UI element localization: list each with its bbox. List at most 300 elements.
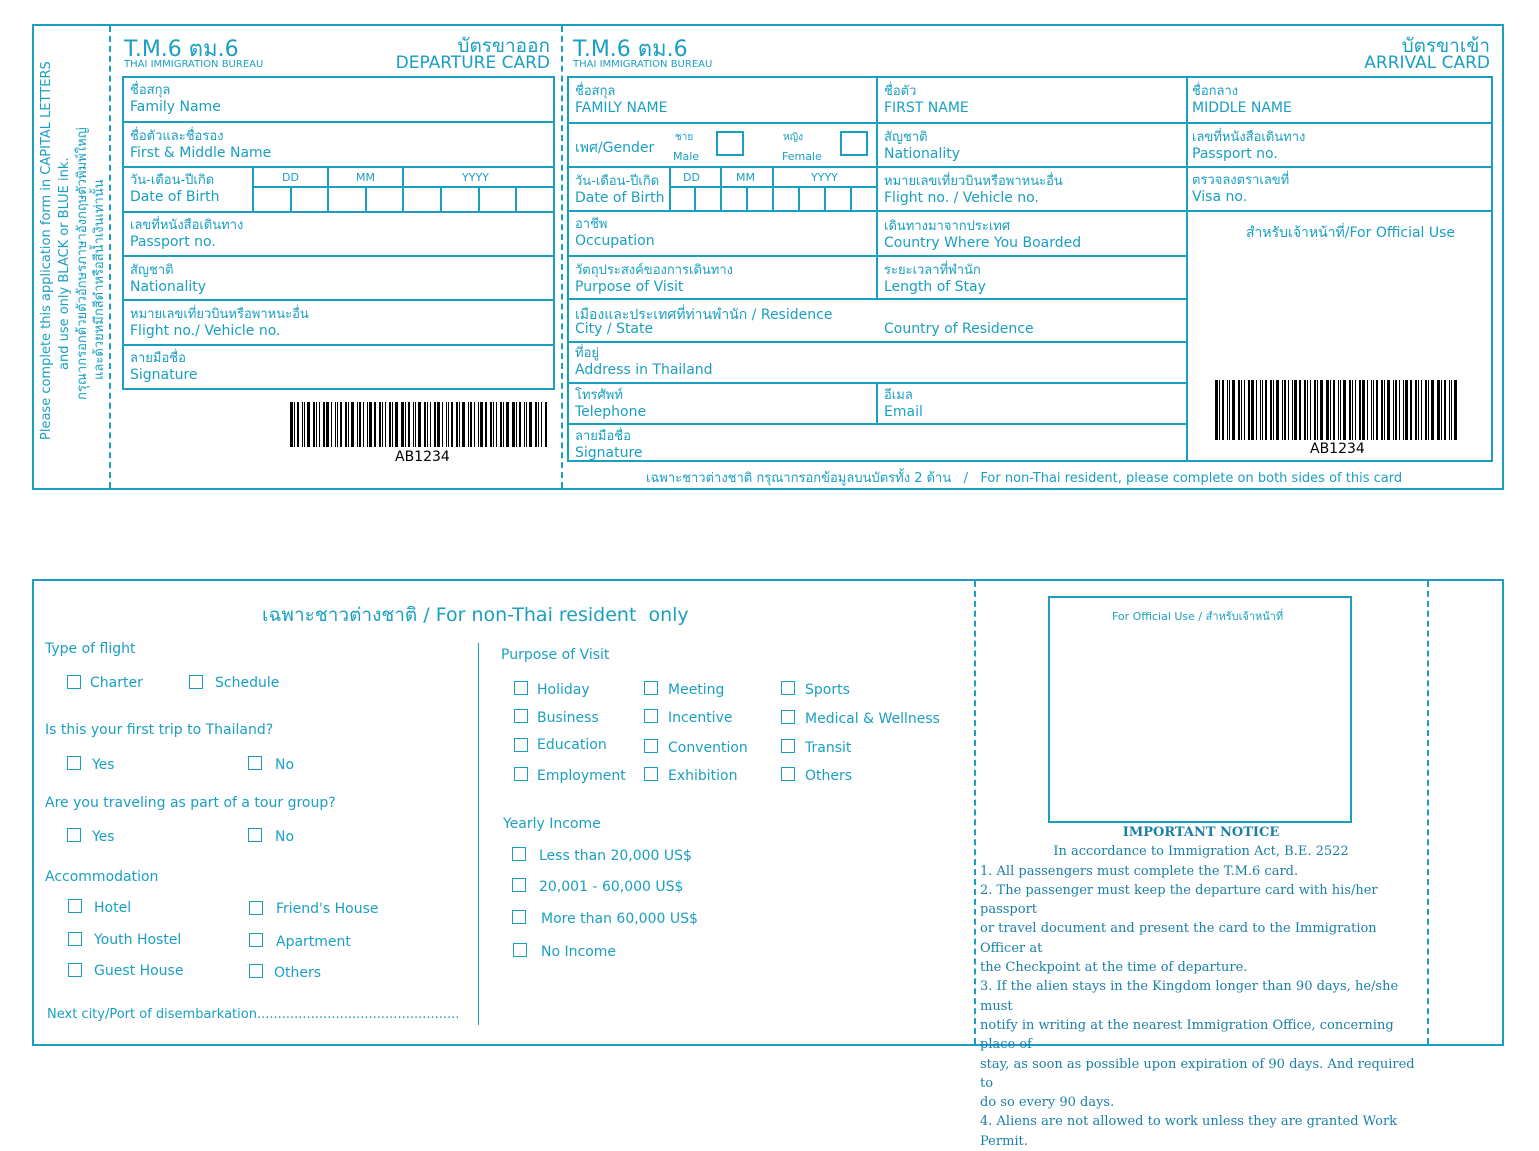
hotel-checkbox[interactable] — [68, 899, 82, 913]
youth-hostel-label: Youth Hostel — [94, 932, 182, 948]
side-instruction-2 — [56, 157, 73, 370]
arr-visa-th: ตรวจลงตราเลขที่ — [1192, 173, 1290, 188]
arr-line-2 — [567, 166, 1493, 168]
arrival-barcode — [1215, 380, 1460, 440]
barcode-bar — [430, 402, 431, 447]
convention-checkbox[interactable] — [644, 739, 658, 753]
schedule-label: Schedule — [215, 675, 280, 691]
arr-boarded[interactable] — [884, 218, 1081, 252]
arr-dob-div — [669, 166, 671, 210]
barcode-bar — [424, 402, 426, 447]
arr-email[interactable] — [884, 387, 923, 421]
dep-signature-en: Signature — [130, 367, 198, 383]
side-th-2: และด้วยหมึกสีดำหรือสีน้ำเงินเท่านั้น — [92, 179, 107, 380]
employment-checkbox[interactable] — [514, 767, 528, 781]
barcode-bar — [442, 402, 443, 447]
barcode-bar — [1241, 380, 1242, 440]
barcode-bar — [337, 402, 338, 447]
departure-bureau: THAI IMMIGRATION BUREAU — [124, 59, 264, 70]
dep-line-5 — [122, 299, 555, 301]
notice-line-3: or travel document and present the card to the Immigration Officer at — [980, 921, 1377, 956]
arr-first-en: FIRST NAME — [884, 100, 969, 116]
arr-col-2 — [1186, 76, 1188, 462]
barcode-bar — [1227, 380, 1228, 440]
arr-official-use: สำหรับเจ้าหน้าที่/For Official Use — [1246, 225, 1456, 241]
back-perforation-2 — [1427, 581, 1429, 1044]
dep-dob-g1 — [290, 186, 292, 211]
barcode-bar — [1310, 380, 1311, 440]
arr-country-residence[interactable]: Country of Residence — [884, 321, 1034, 337]
barcode-bar — [307, 402, 310, 447]
barcode-bar — [418, 402, 421, 447]
barcode-bar — [1437, 380, 1440, 440]
barcode-bar — [427, 402, 428, 447]
meeting-checkbox[interactable] — [644, 681, 658, 695]
arr-dob-g7 — [850, 186, 852, 210]
barcode-bar — [451, 402, 453, 447]
barcode-bar — [448, 402, 449, 447]
dep-line-4 — [122, 255, 555, 257]
purpose-others-label: Others — [805, 768, 853, 784]
arr-purpose[interactable] — [575, 262, 733, 296]
arrival-barcode-number: AB1234 — [1310, 441, 1365, 457]
business-label: Business — [537, 710, 599, 726]
arr-first-th: ชื่อตัว — [884, 84, 917, 99]
barcode-bar — [1238, 380, 1240, 440]
arr-passport-en: Passport no. — [1192, 146, 1278, 162]
barcode-bar — [1304, 380, 1306, 440]
arr-residence: เมืองและประเทศที่ท่านพำนัก / Residence — [575, 307, 833, 323]
barcode-bar — [1362, 380, 1365, 440]
accom-others-label: Others — [274, 965, 322, 981]
barcode-bar — [1248, 380, 1250, 440]
dep-dob-yyyy: YYYY — [462, 171, 489, 184]
barcode-bar — [374, 402, 376, 447]
barcode-bar — [1393, 380, 1394, 440]
dep-passport-th: เลขที่หนังสือเดินทาง — [130, 218, 244, 233]
barcode-bar — [1441, 380, 1442, 440]
notice-line-1: 1. All passengers must complete the T.M.6 card. — [980, 863, 1299, 879]
dep-dob-mm: MM — [356, 171, 375, 184]
barcode-bar — [490, 402, 492, 447]
barcode-bar — [304, 402, 305, 447]
barcode-bar — [535, 402, 537, 447]
notice-line-7: stay, as soon as possible upon expiration of 90 days. And required to — [980, 1056, 1415, 1091]
income-20k-60k-checkbox[interactable] — [512, 878, 526, 892]
barcode-bar — [1431, 380, 1434, 440]
next-city-field[interactable]: Next city/Port of disembarkation................................................. — [47, 1007, 460, 1022]
arr-stay-en: Length of Stay — [884, 279, 986, 295]
barcode-bar — [1359, 380, 1361, 440]
arr-purpose-th: วัตถุประสงค์ของการเดินทาง — [575, 263, 733, 278]
barcode-bar — [459, 402, 460, 447]
barcode-bar — [1282, 380, 1283, 440]
arr-occupation-th: อาชีพ — [575, 217, 608, 232]
holiday-checkbox[interactable] — [514, 681, 528, 695]
barcode-bar — [1244, 380, 1245, 440]
dep-dob — [130, 172, 219, 206]
arr-telephone-en: Telephone — [575, 404, 647, 420]
side-instruction-th1 — [74, 127, 91, 400]
arr-passport[interactable] — [1192, 129, 1305, 163]
arr-dob-dd: DD — [683, 171, 700, 184]
side-en-2: and use only BLACK or BLUE ink. — [57, 157, 72, 370]
income-20k-60k-label: 20,001 - 60,000 US$ — [539, 879, 684, 895]
barcode-bar — [351, 402, 354, 447]
guest-house-label: Guest House — [94, 963, 184, 979]
income-less-20k-label: Less than 20,000 US$ — [539, 848, 692, 864]
barcode-bar — [1251, 380, 1254, 440]
barcode-bar — [316, 402, 317, 447]
purpose-of-visit-label: Purpose of Visit — [501, 647, 610, 663]
barcode-bar — [470, 402, 472, 447]
no-income-label: No Income — [541, 944, 617, 960]
notice-title: IMPORTANT NOTICE — [1122, 825, 1280, 840]
barcode-bar — [1326, 380, 1329, 440]
dep-family-name[interactable] — [130, 82, 221, 116]
barcode-bar — [456, 402, 458, 447]
departure-code: T.M.6 ตม.6 — [124, 37, 239, 62]
arr-dob-th: วัน-เดือน-ปีเกิด — [575, 174, 660, 189]
arr-signature-th: ลายมือชื่อ — [575, 429, 631, 444]
dep-line-3 — [122, 211, 555, 213]
guest-house-checkbox[interactable] — [68, 963, 82, 977]
arr-telephone-th: โทรศัพท์ — [575, 388, 623, 403]
arr-nationality[interactable] — [884, 129, 960, 163]
dep-nationality-en: Nationality — [130, 279, 207, 295]
barcode-bar — [538, 402, 539, 447]
arr-male-checkbox[interactable] — [716, 131, 744, 156]
tour-no-label: No — [275, 829, 295, 845]
arr-male-th: ชาย — [675, 132, 694, 143]
arr-line-5 — [567, 298, 1187, 300]
barcode-bar — [1270, 380, 1272, 440]
first-trip-yes-label: Yes — [92, 757, 115, 773]
schedule-checkbox[interactable] — [189, 675, 203, 689]
departure-card-th: บัตรขาออก — [457, 35, 550, 57]
arr-email-th: อีเมล — [884, 388, 913, 403]
arr-boarded-en: Country Where You Boarded — [884, 235, 1082, 251]
barcode-bar — [1307, 380, 1308, 440]
dep-dob-g6 — [478, 186, 480, 211]
convention-label: Convention — [668, 740, 748, 756]
tour-no-checkbox[interactable] — [248, 828, 262, 842]
dep-passport-en: Passport no. — [130, 234, 216, 250]
arr-family-name[interactable] — [575, 83, 667, 117]
barcode-bar — [401, 402, 404, 447]
notice-subtitle: In accordance to Immigration Act, B.E. 2522 — [1053, 844, 1349, 860]
barcode-bar — [302, 402, 303, 447]
dep-nationality-th: สัญชาติ — [130, 263, 174, 278]
friends-house-checkbox[interactable] — [249, 901, 263, 915]
dep-dob-g4 — [402, 166, 404, 211]
charter-checkbox[interactable] — [67, 675, 81, 689]
barcode-bar — [1292, 380, 1293, 440]
barcode-bar — [319, 402, 320, 447]
medical-label: Medical & Wellness — [805, 711, 940, 727]
barcode-bar — [529, 402, 532, 447]
front-perforation-mid — [561, 26, 563, 488]
barcode-bar — [1294, 380, 1297, 440]
barcode-bar — [516, 402, 517, 447]
arr-family-en: FAMILY NAME — [575, 100, 668, 116]
barcode-bar — [392, 402, 393, 447]
arr-occupation-en: Occupation — [575, 233, 655, 249]
dep-passport[interactable] — [130, 217, 243, 251]
arr-gender-label: เพศ/Gender — [575, 140, 655, 156]
dep-flight-th: หมายเลขเที่ยวบินหรือพาหนะอื่น — [130, 307, 309, 322]
notice-line-2: 2. The passenger must keep the departure card with his/her passport — [980, 882, 1378, 918]
incentive-label: Incentive — [668, 710, 733, 726]
barcode-bar — [359, 402, 361, 447]
barcode-bar — [541, 402, 542, 447]
no-income-checkbox[interactable] — [513, 943, 527, 957]
barcode-bar — [1340, 380, 1341, 440]
barcode-bar — [1444, 380, 1446, 440]
barcode-bar — [1421, 380, 1422, 440]
arr-address-en: Address in Thailand — [575, 362, 713, 378]
arr-address-th: ที่อยู่ — [575, 346, 599, 361]
departure-barcode — [290, 402, 552, 447]
income-less-20k-checkbox[interactable] — [512, 847, 526, 861]
tour-yes-label: Yes — [92, 829, 115, 845]
barcode-bar — [1425, 380, 1427, 440]
dep-first-en: First & Middle Name — [130, 145, 272, 161]
education-label: Education — [537, 737, 607, 753]
barcode-bar — [1454, 380, 1457, 440]
arr-visa[interactable] — [1192, 172, 1289, 206]
barcode-bar — [524, 402, 525, 447]
barcode-bar — [1373, 380, 1374, 440]
notice-line-6: notify in writing at the nearest Immigration Office, concerning place of — [980, 1017, 1394, 1053]
barcode-bar — [385, 402, 386, 447]
dep-signature[interactable] — [130, 350, 198, 384]
barcode-bar — [1288, 380, 1289, 440]
barcode-bar — [395, 402, 398, 447]
notice-line-5: 3. If the alien stays in the Kingdom longer than 90 days, he/she must — [980, 979, 1399, 1014]
income-more-60k-label: More than 60,000 US$ — [541, 911, 698, 927]
arr-signature[interactable] — [575, 428, 643, 462]
barcode-bar — [1355, 380, 1356, 440]
arr-dob-g5 — [798, 186, 800, 210]
barcode-bar — [503, 402, 504, 447]
barcode-bar — [500, 402, 502, 447]
barcode-bar — [1367, 380, 1368, 440]
back-title: เฉพาะชาวต่างชาติ / For non-Thai resident only — [262, 604, 689, 626]
arr-email-en: Email — [884, 404, 923, 420]
dep-family-en: Family Name — [130, 99, 221, 115]
yearly-income-label: Yearly Income — [503, 816, 601, 832]
notice-line-9: 4. Aliens are not allowed to work unless they are granted Work Permit. — [980, 1114, 1398, 1149]
barcode-bar — [1333, 380, 1335, 440]
arrival-card-th: บัตรขาเข้า — [1401, 35, 1490, 57]
arr-first-name[interactable] — [884, 83, 969, 117]
arrival-code: T.M.6 ตม.6 — [573, 37, 688, 62]
barcode-bar — [382, 402, 383, 447]
arr-family-th: ชื่อสกุล — [575, 84, 616, 99]
barcode-bar — [369, 402, 372, 447]
medical-checkbox[interactable] — [781, 710, 795, 724]
arr-male-en: Male — [673, 150, 700, 163]
barcode-bar — [1381, 380, 1383, 440]
departure-card-en: DEPARTURE CARD — [395, 53, 550, 73]
barcode-bar — [1352, 380, 1353, 440]
barcode-bar — [290, 402, 293, 447]
barcode-bar — [1284, 380, 1286, 440]
tour-yes-checkbox[interactable] — [67, 828, 81, 842]
dep-dob-g5 — [440, 186, 442, 211]
barcode-bar — [1403, 380, 1404, 440]
barcode-bar — [1349, 380, 1351, 440]
barcode-bar — [331, 402, 332, 447]
dep-dob-g7 — [515, 186, 517, 211]
arr-flight-en: Flight no. / Vehicle no. — [884, 190, 1039, 206]
dep-nationality[interactable] — [130, 262, 206, 296]
exhibition-checkbox[interactable] — [644, 767, 658, 781]
notice-line-8: do so every 90 days. — [980, 1095, 1115, 1111]
arr-dob-g2 — [720, 166, 722, 210]
arr-dob-g3 — [746, 186, 748, 210]
arr-telephone[interactable] — [575, 387, 646, 421]
arr-visa-en: Visa no. — [1192, 189, 1248, 205]
barcode-bar — [1410, 380, 1412, 440]
barcode-bar — [323, 402, 325, 447]
employment-label: Employment — [537, 768, 626, 784]
barcode-bar — [357, 402, 358, 447]
dep-dob-en: Date of Birth — [130, 189, 220, 205]
barcode-bar — [526, 402, 527, 447]
youth-hostel-checkbox[interactable] — [68, 932, 82, 946]
dep-line-1 — [122, 121, 555, 123]
first-trip-no-checkbox[interactable] — [248, 756, 262, 770]
income-more-60k-checkbox[interactable] — [512, 910, 526, 924]
side-instruction — [38, 61, 55, 440]
purpose-others-checkbox[interactable] — [781, 767, 795, 781]
arr-line-3 — [567, 210, 1493, 212]
arr-dob-g4 — [772, 166, 774, 210]
barcode-bar — [519, 402, 521, 447]
barcode-bar — [1273, 380, 1274, 440]
barcode-bar — [512, 402, 515, 447]
arr-passport-th: เลขที่หนังสือเดินทาง — [1192, 130, 1306, 145]
barcode-bar — [340, 402, 342, 447]
back-column-divider — [478, 643, 479, 1025]
education-checkbox[interactable] — [514, 738, 528, 752]
apartment-checkbox[interactable] — [249, 933, 263, 947]
arr-female-en: Female — [782, 150, 822, 163]
arr-female-checkbox[interactable] — [840, 131, 868, 156]
incentive-checkbox[interactable] — [644, 709, 658, 723]
side-instruction-th2 — [91, 179, 108, 380]
accom-others-checkbox[interactable] — [249, 964, 263, 978]
barcode-bar — [1330, 380, 1331, 440]
dep-first-name[interactable] — [130, 128, 271, 162]
arr-nationality-en: Nationality — [884, 146, 961, 162]
dep-first-th: ชื่อตัวและชื่อรอง — [130, 129, 224, 144]
barcode-bar — [1276, 380, 1279, 440]
barcode-bar — [1338, 380, 1339, 440]
side-th-1: กรุณากรอกด้วยตัวอักษรภาษาอังกฤษตัวพิมพ์ใหญ่ — [75, 127, 90, 400]
arr-line-1 — [567, 122, 1493, 124]
dep-dob-div — [252, 166, 254, 211]
arr-line-8 — [567, 423, 1187, 425]
arr-middle-th: ชื่อกลาง — [1192, 84, 1239, 99]
arr-occupation[interactable] — [575, 216, 655, 250]
arr-middle-name[interactable] — [1192, 83, 1292, 117]
barcode-bar — [545, 402, 547, 447]
business-checkbox[interactable] — [514, 709, 528, 723]
dep-flight[interactable] — [130, 306, 309, 340]
arr-flight-th: หมายเลขเที่ยวบินหรือพาหนะอื่น — [884, 174, 1063, 189]
first-trip-yes-checkbox[interactable] — [67, 756, 81, 770]
arr-dob — [575, 173, 664, 207]
barcode-bar — [1399, 380, 1400, 440]
barcode-bar — [335, 402, 336, 447]
meeting-label: Meeting — [668, 682, 725, 698]
barcode-bar — [1314, 380, 1316, 440]
dep-dob-dd: DD — [282, 171, 299, 184]
dep-family-th: ชื่อสกุล — [130, 83, 171, 98]
holiday-label: Holiday — [537, 682, 590, 698]
barcode-bar — [1262, 380, 1263, 440]
barcode-bar — [474, 402, 475, 447]
transit-checkbox[interactable] — [781, 739, 795, 753]
arr-dob-g6 — [824, 186, 826, 210]
barcode-bar — [379, 402, 381, 447]
sports-checkbox[interactable] — [781, 681, 795, 695]
arr-stay[interactable] — [884, 262, 986, 296]
barcode-bar — [345, 402, 347, 447]
barcode-bar — [297, 402, 299, 447]
arr-address[interactable] — [575, 345, 713, 379]
barcode-bar — [415, 402, 416, 447]
arr-middle-en: MIDDLE NAME — [1192, 100, 1292, 116]
arrival-bureau: THAI IMMIGRATION BUREAU — [573, 59, 713, 70]
arr-col-1 — [876, 76, 878, 298]
back-perforation-1 — [974, 581, 976, 1044]
barcode-bar — [446, 402, 447, 447]
arr-city[interactable]: City / State — [575, 321, 654, 337]
transit-label: Transit — [805, 740, 852, 756]
barcode-bar — [493, 402, 494, 447]
arr-dob-g1 — [694, 186, 696, 210]
side-en-1: Please complete this application form in CAPITAL LETTERS — [39, 61, 54, 440]
arrival-card-en: ARRIVAL CARD — [1364, 53, 1490, 73]
arr-purpose-en: Purpose of Visit — [575, 279, 684, 295]
official-use-box — [1048, 596, 1352, 823]
barcode-bar — [1415, 380, 1417, 440]
barcode-bar — [348, 402, 349, 447]
barcode-bar — [408, 402, 410, 447]
arr-signature-en: Signature — [575, 445, 643, 461]
arr-flight[interactable] — [884, 173, 1063, 207]
sports-label: Sports — [805, 682, 850, 698]
friends-house-label: Friend's House — [276, 901, 379, 917]
type-of-flight-label: Type of flight — [45, 641, 136, 657]
dep-flight-en: Flight no./ Vehicle no. — [130, 323, 281, 339]
barcode-bar — [1387, 380, 1390, 440]
dep-line-6 — [122, 344, 555, 346]
barcode-bar — [1232, 380, 1235, 440]
first-trip-label: Is this your first trip to Thailand? — [45, 722, 274, 738]
barcode-bar — [313, 402, 315, 447]
barcode-bar — [468, 402, 469, 447]
barcode-bar — [434, 402, 436, 447]
first-trip-no-label: No — [275, 757, 295, 773]
barcode-bar — [1265, 380, 1267, 440]
barcode-bar — [1371, 380, 1372, 440]
barcode-bar — [405, 402, 406, 447]
